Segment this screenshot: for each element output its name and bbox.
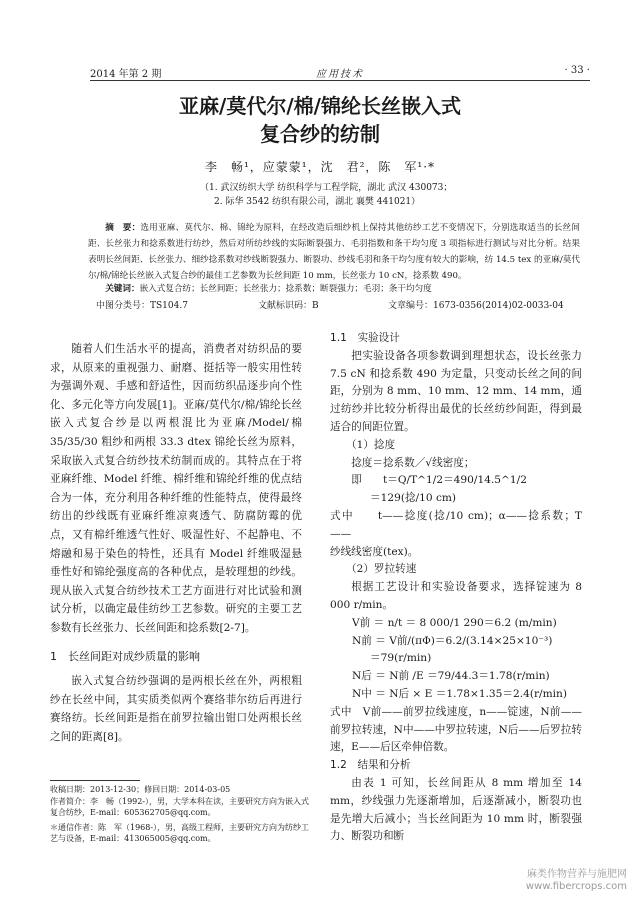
section-1-2-paragraph: 由表 1 可知，长丝间距从 8 mm 增加至 14 mm，纱线强力先逐渐增加，后逐渐减小，断裂功也是先增大后减小；当长丝间距为 10 mm 时，断裂强力、断裂功和断: [330, 776, 582, 843]
roller-equation-3: ＝79(r/min): [370, 652, 432, 665]
intro-paragraph: 随着人们生活水平的提高，消费者对纺织品的要求，从原来的重视强力、耐磨、挺括等一般实用性转为强调外观、手感和舒适性，因而纺织品逐步向个性化、多元化等方向发展[1]。亚麻/莫代尔/棉/锦纶长丝嵌入式复合纱是以两根混比为亚麻/Model/棉 35/35/30 粗纱和两根 33.3 dtex 锦纶长丝为原料，采取嵌入式复合纺纱技术纺制而成的。其特点在于将亚麻纤维、Model 纤维、棉纤维和锦纶纤维的优点结合为一体，充分利用各种纤维的性能特点，使得最终纺出的纱线既有亚麻纤维凉爽透气、防腐防霉的优点，又有棉纤维透气性好、吸湿性好、不起静电、不熔融和易于染色的特性，还具有 Model 纤维吸湿悬垂性好和锦纶强度高的各种优点，是较理想的纱线。现从嵌入式复合纺纱技术工艺方面进行对比试验和测试分析，以确定最佳纺纱工艺参数。研究的主要工艺参数有长丝张力、长丝间距和捻系数[2-7]。: [50, 343, 302, 634]
issue-label: 2014 年第 2 期: [90, 69, 162, 80]
running-header: [90, 62, 590, 81]
roller-equation-4: N后 ＝ N前 /E ＝79/44.3＝1.78(r/min): [352, 670, 550, 683]
twist-equation-1: 即 t＝Q/T^1/2＝490/14.5^1/2: [351, 474, 527, 487]
right-column: [330, 330, 582, 846]
left-column: [50, 340, 302, 746]
roller-equation-1: V前 ＝ n/t ＝ 8 000/1 290＝6.2 (m/min): [352, 616, 557, 629]
roller-paragraph: 根据工艺设计和实验设备要求，选择锭速为 8 000 r/min。: [330, 581, 582, 611]
roller-where: 式中 V前——前罗拉线速度，n——锭速，N前——前罗拉转速，N中——中罗拉转速，N后——后罗拉转速，E——后区牵伸倍数。: [330, 705, 582, 754]
title-line-1: 亚麻/莫代尔/棉/锦纶长丝嵌入式: [179, 94, 461, 118]
document-code: 文献标识码：B: [258, 301, 319, 311]
footnote-author-intro: 作者简介：李 畅（1992-），男，大学本科在读，主要研究方向为嵌入式复合纺纱，E-mail：605362705@qq.com。: [50, 797, 310, 817]
roller-heading: （2）罗拉转速: [346, 563, 417, 576]
twist-where-1: 式中 t——捻度(捻/10 cm)；α——捻系数；T——: [330, 509, 582, 540]
keywords: [88, 282, 588, 294]
twist-where-2: 纱线线密度(tex)。: [330, 545, 419, 558]
section-1-2-heading: 1.2 结果和分析: [330, 759, 411, 772]
section-1-1-heading: 1.1 实验设计: [330, 332, 400, 344]
page-number: · 33 ·: [564, 65, 590, 76]
article-number: 文章编号：1673-0356(2014)02-0033-04: [388, 301, 564, 311]
authors: 李 畅¹，应蒙蒙¹，沈 君²，陈 军¹·*: [204, 160, 436, 174]
twist-heading: （1）捻度: [346, 438, 396, 451]
footnote-corresponding: ＊通信作者：陈 军（1968-），男，高级工程师，主要研究方向为纺纱工艺与设备，E-mail：413065005@qq.com。: [50, 823, 310, 843]
footnote-received: 收稿日期：2013-12-30；修回日期：2014-03-05: [50, 785, 231, 794]
paper-title: [60, 92, 580, 148]
abstract-label: 摘 要：: [105, 223, 141, 233]
watermark-line-1: 麻类作物营养与施肥网: [527, 869, 627, 880]
clc-number: 中图分类号：TS104.7: [96, 301, 188, 311]
section-1-1-paragraph: 把实验设备各项参数调到理想状态，设长丝张力 7.5 cN 和捻系数 490 为定量，只变动长丝之间的间距，分别为 8 mm、10 mm、12 mm、14 mm，通过纺纱并比较分析得出最优的长丝纺纱间距，得到最适合的间距位置。: [330, 349, 582, 433]
abstract-text: 选用亚麻、莫代尔、棉、锦纶为原料，在经改造后细纱机上保持其他纺纱工艺不变情况下，分别选取适当的长丝间距、长丝张力和捻系数进行纺纱，然后对所纺纱线的实际断裂强力、毛羽指数和条干均匀度 3 项指标进行测试与对比分析。结果表明长丝间距、长丝张力、细纱捻系数对纱线断裂强力、断裂功、纱线毛羽和条干均匀度有较大的影响，纺 14.5 tex 的亚麻/莫代尔/棉/锦纶长丝嵌入式复合纱的最佳工艺参数为长丝间距 10 mm，长丝张力 10 cN，捻系数 490。: [88, 223, 580, 281]
affiliation-1: （1. 武汉纺织大学 纺织科学与工程学院，湖北 武汉 430073；: [200, 183, 453, 193]
title-line-2: 复合纱的纺制: [260, 122, 380, 146]
abstract: [88, 220, 580, 284]
section-label: 应用技术: [316, 69, 364, 80]
keywords-label: 关键词：: [105, 284, 140, 294]
keywords-text: 嵌入式复合纺；长丝间距；长丝张力；捻系数；断裂强力；毛羽；条干均匀度: [139, 284, 432, 294]
twist-formula: 捻度＝捻系数／√线密度；: [351, 456, 475, 469]
twist-equation-2: ＝129(捻/10 cm): [370, 492, 457, 505]
site-watermark: [526, 869, 627, 893]
affiliation-2: 2. 际华 3542 纺织有限公司，湖北 襄樊 441021）: [214, 197, 421, 207]
footnote-rule: [50, 780, 140, 781]
section-1-heading: 1 长丝间距对成纱质量的影响: [50, 649, 200, 663]
section-1-paragraph: 嵌入式复合纺纱强调的是两根长丝在外，两根粗纱在长丝中间，其实质类似两个赛络菲尔纺后再进行赛络纺。长丝间距是指在前罗拉输出钳口处两根长丝之间的距离[8]。: [50, 675, 302, 743]
roller-equation-5: N中 ＝ N后 × E ＝1.78×1.35＝2.4(r/min): [352, 687, 568, 700]
roller-equation-2: N前 ＝ V前/(πΦ)＝6.2/(3.14×25×10⁻³): [352, 634, 553, 647]
watermark-line-2: www.fibercrops.com: [525, 881, 627, 892]
